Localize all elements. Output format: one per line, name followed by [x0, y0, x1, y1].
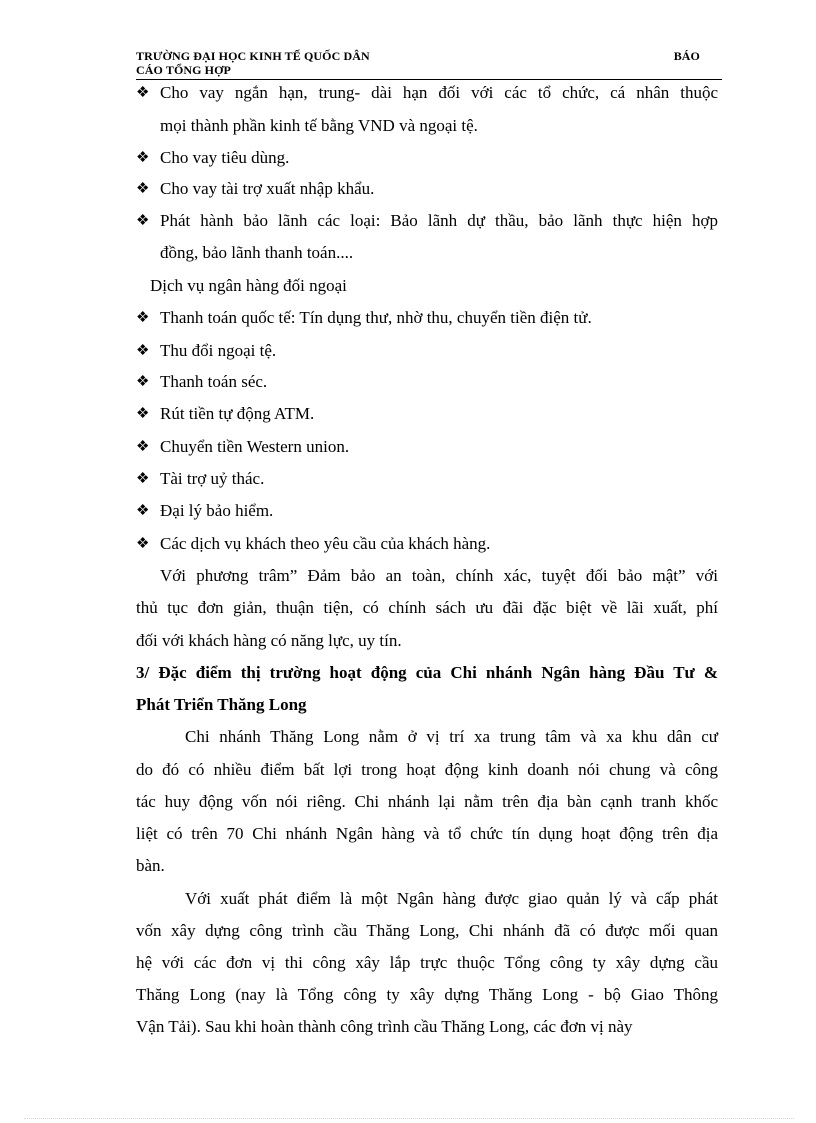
section-label: Dịch vụ ngân hàng đối ngoại — [150, 276, 347, 295]
body-line: mọi thành phần kinh tế bằng VND và ngoại tệ. — [160, 116, 478, 135]
bullet-icon: ❖ — [136, 150, 150, 166]
body-line: Đại lý bảo hiểm. — [160, 501, 274, 520]
bullet-icon: ❖ — [136, 439, 150, 455]
header-report-continuation: CÁO TỔNG HỢP — [136, 63, 231, 77]
bullet-icon: ❖ — [136, 503, 150, 519]
body-line: do đó có nhiều điểm bất lợi trong hoạt động kinh doanh nói chung và công — [136, 760, 718, 779]
body-line: Cho vay tài trợ xuất nhập khẩu. — [160, 179, 375, 198]
bullet-icon: ❖ — [136, 471, 150, 487]
body-line: Chuyển tiền Western union. — [160, 437, 350, 456]
body-line: Vận Tải). Sau khi hoàn thành công trình cầu Thăng Long, các đơn vị này — [136, 1017, 633, 1036]
body-line: hệ với các đơn vị thi công xây lắp trực thuộc Tổng công ty xây dựng cầu — [136, 953, 718, 972]
bullet-icon: ❖ — [136, 536, 150, 552]
body-line: Với phương trâm” Đảm bảo an toàn, chính xác, tuyệt đối bảo mật” với — [160, 566, 718, 585]
body-line: Thanh toán séc. — [160, 372, 268, 391]
body-line: Phát hành bảo lãnh các loại: Bảo lãnh dự thầu, bảo lãnh thực hiện hợp — [160, 211, 718, 230]
body-line: Rút tiền tự động ATM. — [160, 404, 315, 423]
bullet-icon: ❖ — [136, 310, 150, 326]
header-rule — [136, 79, 722, 80]
body-line: Cho vay tiêu dùng. — [160, 148, 290, 167]
body-line: Với xuất phát điểm là một Ngân hàng được giao quản lý và cấp phát — [185, 889, 718, 908]
body-line: thủ tục đơn giản, thuận tiện, có chính sách ưu đãi đặc biệt về lãi xuất, phí — [136, 598, 718, 617]
footer-divider — [24, 1118, 794, 1119]
section-heading: 3/ Đặc điểm thị trường hoạt động của Chi nhánh Ngân hàng Đầu Tư & — [136, 663, 718, 682]
body-line: Thăng Long (nay là Tổng công ty xây dựng Thăng Long - bộ Giao Thông — [136, 985, 718, 1004]
body-line: Chi nhánh Thăng Long nằm ở vị trí xa trung tâm và xa khu dân cư — [185, 727, 718, 746]
body-line: liệt có trên 70 Chi nhánh Ngân hàng và tổ chức tín dụng hoạt động trên địa — [136, 824, 718, 843]
body-line: vốn xây dựng công trình cầu Thăng Long, Chi nhánh đã có được mối quan — [136, 921, 718, 940]
body-line: Tài trợ uỷ thác. — [160, 469, 265, 488]
body-line: Các dịch vụ khách theo yêu cầu của khách hàng. — [160, 534, 491, 553]
body-line: đồng, bảo lãnh thanh toán.... — [160, 243, 354, 262]
bullet-icon: ❖ — [136, 343, 150, 359]
bullet-icon: ❖ — [136, 181, 150, 197]
bullet-icon: ❖ — [136, 374, 150, 390]
bullet-icon: ❖ — [136, 406, 150, 422]
body-line: Thanh toán quốc tế: Tín dụng thư, nhờ thu, chuyển tiền điện tử. — [160, 308, 592, 327]
bullet-icon: ❖ — [136, 85, 150, 101]
section-heading: Phát Triển Thăng Long — [136, 695, 307, 714]
header-report-word: BÁO — [673, 49, 700, 63]
body-line: Cho vay ngắn hạn, trung- dài hạn đối với các tổ chức, cá nhân thuộc — [160, 83, 718, 102]
body-line: đối với khách hàng có năng lực, uy tín. — [136, 631, 402, 650]
body-line: tác huy động vốn nói riêng. Chi nhánh lại nằm trên địa bàn cạnh tranh khốc — [136, 792, 718, 811]
bullet-icon: ❖ — [136, 213, 150, 229]
page-header — [136, 49, 721, 77]
header-school-name: TRƯỜNG ĐẠI HỌC KINH TẾ QUỐC DÂN — [136, 49, 370, 63]
body-line: bàn. — [136, 856, 165, 875]
body-line: Thu đổi ngoại tệ. — [160, 341, 277, 360]
